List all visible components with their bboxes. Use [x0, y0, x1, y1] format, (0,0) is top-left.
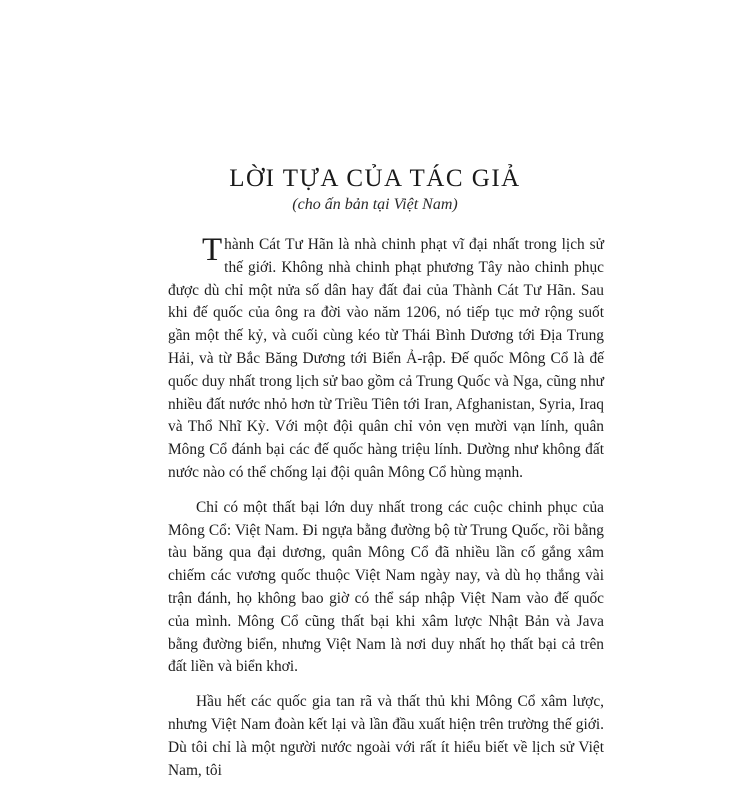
body-text	[168, 234, 604, 794]
paragraph-2: Chỉ có một thất bại lớn duy nhất trong các cuộc chinh phục của Mông Cổ: Việt Nam. Đi ngựa bằng đường bộ từ Trung Quốc, rồi bằng tàu băng qua đại dương, quân Mông Cổ đã nhiều lần cố gắng xâm chiếm các vương quốc thuộc Việt Nam ngày nay, và dù họ thắng vài trận đánh, họ không bao giờ có thể sáp nhập Việt Nam vào đế quốc của mình. Mông Cổ cũng thất bại khi xâm lược Nhật Bản và Java bằng đường biển, nhưng Việt Nam là nơi duy nhất họ thất bại cả trên đất liền và biển khơi.	[168, 498, 604, 676]
page-title: LỜI TỰA CỦA TÁC GIẢ	[229, 165, 521, 192]
paragraph-1	[168, 234, 604, 485]
drop-cap: T	[202, 232, 223, 268]
paragraph-3: Hầu hết các quốc gia tan rã và thất thủ khi Mông Cổ xâm lược, nhưng Việt Nam đoàn kết lại và lần đầu xuất hiện trên trường thế giới. Dù tôi chỉ là một người nước ngoài với rất ít hiểu biết về lịch sử Việt Nam, tôi	[168, 693, 604, 779]
page-subtitle: (cho ấn bản tại Việt Nam)	[292, 196, 458, 213]
paragraph-1-text: hành Cát Tư Hãn là nhà chinh phạt vĩ đại nhất trong lịch sử thế giới. Không nhà chinh phạt phương Tây nào chinh phục được dù chỉ một nửa số dân hay đất đai của Thành Cát Tư Hãn. Sau khi đế quốc của ông ra đời vào năm 1206, nó tiếp tục mở rộng suốt gần một thế kỷ, và cuối cùng kéo từ Thái Bình Dương tới Địa Trung Hải, và từ Bắc Băng Dương tới Biển Ả-rập. Đế quốc Mông Cổ là đế quốc duy nhất trong lịch sử bao gồm cả Trung Quốc và Nga, cũng như nhiều đất nước nhỏ hơn từ Triều Tiên tới Iran, Afghanistan, Syria, Iraq và Thổ Nhĩ Kỳ. Với một đội quân chỉ vỏn vẹn mười vạn lính, quân Mông Cổ đánh bại các đế quốc hàng triệu lính. Dường như không đất nước nào có thể chống lại đội quân Mông Cổ hùng mạnh.	[168, 236, 604, 481]
